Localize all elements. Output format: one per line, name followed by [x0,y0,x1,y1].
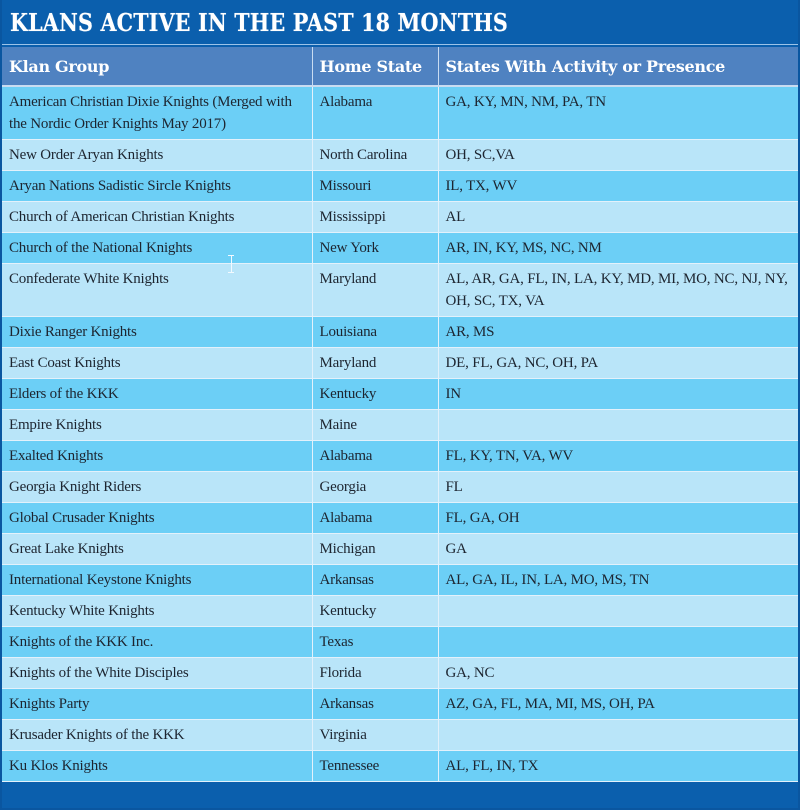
home-state-cell: Maryland [312,348,438,379]
table-row [2,140,798,171]
table-row [2,596,798,627]
klan-group-cell: Knights of the KKK Inc. [2,627,312,658]
klan-group-cell: International Keystone Knights [2,565,312,596]
klan-group-cell: Church of American Christian Knights [2,202,312,233]
states-activity-cell: DE, FL, GA, NC, OH, PA [438,348,798,379]
table-row [2,379,798,410]
states-activity-cell: OH, SC,VA [438,140,798,171]
table-row [2,689,798,720]
header-row [2,47,798,86]
home-state-cell: Tennessee [312,751,438,782]
states-activity-cell [438,627,798,658]
home-state-cell: Texas [312,627,438,658]
table-row [2,86,798,140]
table-row [2,171,798,202]
klan-group-cell: Dixie Ranger Knights [2,317,312,348]
klan-group-cell: Ku Klos Knights [2,751,312,782]
home-state-cell: Maryland [312,264,438,317]
title-bar [2,0,798,45]
klan-group-cell: East Coast Knights [2,348,312,379]
klan-group-cell: Exalted Knights [2,441,312,472]
klan-group-cell: Elders of the KKK [2,379,312,410]
home-state-cell: New York [312,233,438,264]
states-activity-cell: GA [438,534,798,565]
column-header-klan-group: Klan Group [2,47,312,86]
states-activity-cell: AL, AR, GA, FL, IN, LA, KY, MD, MI, MO, NC, NJ, NY, OH, SC, TX, VA [438,264,798,317]
table-row [2,317,798,348]
klan-group-cell: American Christian Dixie Knights (Merged with the Nordic Order Knights May 2017) [2,86,312,140]
home-state-cell: Maine [312,410,438,441]
states-activity-cell: GA, KY, MN, NM, PA, TN [438,86,798,140]
states-activity-cell: AR, MS [438,317,798,348]
table-row [2,233,798,264]
home-state-cell: Georgia [312,472,438,503]
table-row [2,658,798,689]
klan-group-cell: Krusader Knights of the KKK [2,720,312,751]
column-header-states-activity: States With Activity or Presence [438,47,798,86]
home-state-cell: Alabama [312,503,438,534]
states-activity-cell: GA, NC [438,658,798,689]
home-state-cell: Alabama [312,86,438,140]
states-activity-cell: AL [438,202,798,233]
table-row [2,348,798,379]
table-row [2,720,798,751]
klan-group-cell: Global Crusader Knights [2,503,312,534]
states-activity-cell: AL, FL, IN, TX [438,751,798,782]
home-state-cell: Louisiana [312,317,438,348]
home-state-cell: Florida [312,658,438,689]
table-row [2,472,798,503]
figure-title: KLANS ACTIVE IN THE PAST 18 MONTHS [10,7,508,37]
table-row [2,751,798,782]
klan-group-cell: Great Lake Knights [2,534,312,565]
klan-group-cell: Knights Party [2,689,312,720]
table-row [2,534,798,565]
states-activity-cell: FL [438,472,798,503]
klan-group-cell: Kentucky White Knights [2,596,312,627]
home-state-cell: Arkansas [312,689,438,720]
table-row [2,264,798,317]
table-row [2,202,798,233]
table-row [2,410,798,441]
home-state-cell: Arkansas [312,565,438,596]
klan-group-cell: New Order Aryan Knights [2,140,312,171]
table-row [2,503,798,534]
states-activity-cell: AZ, GA, FL, MA, MI, MS, OH, PA [438,689,798,720]
home-state-cell: Alabama [312,441,438,472]
table-row [2,627,798,658]
home-state-cell: Virginia [312,720,438,751]
klan-group-cell: Empire Knights [2,410,312,441]
states-activity-cell [438,410,798,441]
klan-group-cell: Church of the National Knights [2,233,312,264]
states-activity-cell: IL, TX, WV [438,171,798,202]
states-activity-cell: FL, KY, TN, VA, WV [438,441,798,472]
home-state-cell: Mississippi [312,202,438,233]
home-state-cell: Kentucky [312,596,438,627]
states-activity-cell: AR, IN, KY, MS, NC, NM [438,233,798,264]
column-header-home-state: Home State [312,47,438,86]
states-activity-cell: FL, GA, OH [438,503,798,534]
home-state-cell: Missouri [312,171,438,202]
klan-group-cell: Knights of the White Disciples [2,658,312,689]
states-activity-cell: IN [438,379,798,410]
klan-group-cell: Confederate White Knights [2,264,312,317]
states-activity-cell [438,720,798,751]
klan-groups-table [2,47,798,782]
table-row [2,565,798,596]
table-row [2,441,798,472]
home-state-cell: Michigan [312,534,438,565]
states-activity-cell [438,596,798,627]
home-state-cell: Kentucky [312,379,438,410]
klan-group-cell: Aryan Nations Sadistic Sircle Knights [2,171,312,202]
klan-group-cell: Georgia Knight Riders [2,472,312,503]
states-activity-cell: AL, GA, IL, IN, LA, MO, MS, TN [438,565,798,596]
home-state-cell: North Carolina [312,140,438,171]
